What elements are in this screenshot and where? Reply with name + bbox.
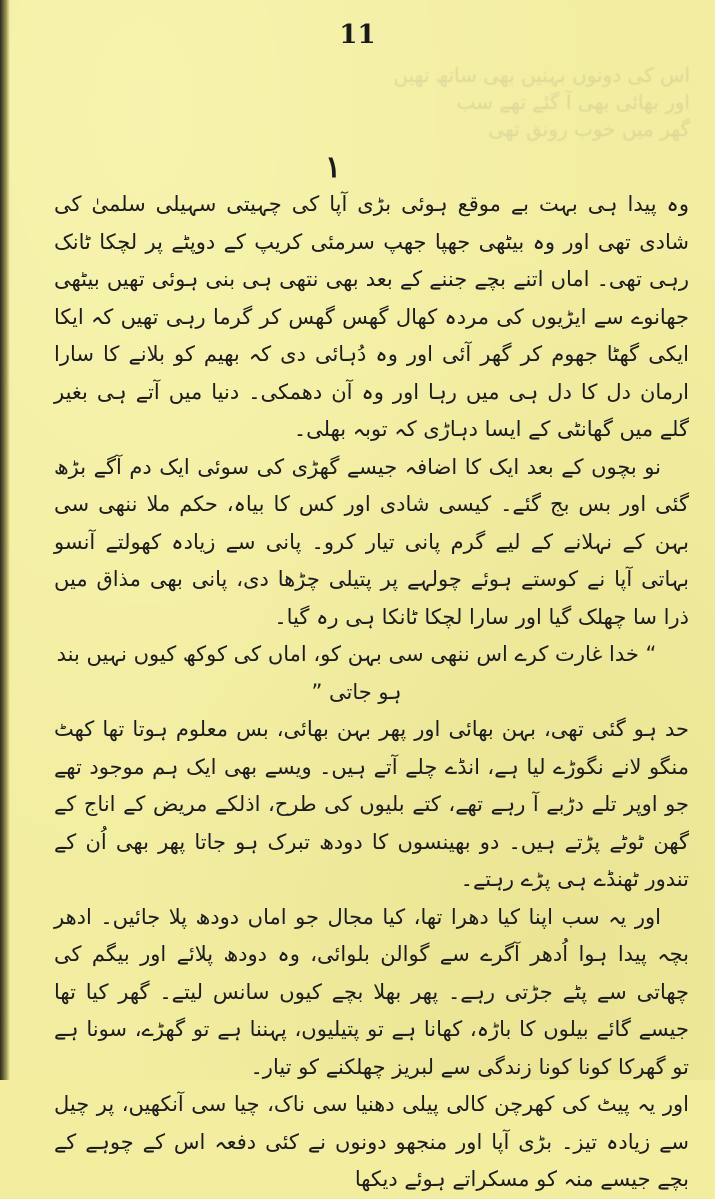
paragraph-5: اور یہ پیٹ کی کھرچن کالی پیلی دھنیا سی ناک، چیا سی آنکھیں، پر چیل سے زیادہ تیز۔ بڑی آپا اور منجھو دونوں نے کئی دفعہ اس کے چوہے کے بچے جیسے منہ کو مسکراتے ہوئے دیکھا xyxy=(54,1092,689,1191)
bleed-through-line: اس کی دونوں بہنیں بھی ساتھ تھیں xyxy=(393,63,690,87)
paragraph-3: حد ہو گئی تھی، بہن بھائی اور پھر بہن بھائی، بس معلوم ہوتا تھا کھٹ منگو لانے نگوڑے لیا ہے، انڈے چلے آتے ہیں۔ ویسے بھی ایک ہم موجود تھے جو اوپر تلے دڑبے آ رہے تھے، کتے بلیوں کی طرح، اذلکے مریض کے اناج کے گھن ٹوٹے پڑتے ہیں۔ دو بھینسوں کا دودھ تبرک ہو جاتا پھر بھی اُن کے تندور ٹھنڈے ہی پڑے رہتے۔ xyxy=(54,717,689,891)
page-binding-shadow xyxy=(0,0,10,1080)
bleed-through-text xyxy=(393,62,690,143)
body-text xyxy=(54,186,689,1199)
bleed-through-line: گھر میں خوب رونق تھی xyxy=(488,117,690,141)
paragraph-2: نو بچوں کے بعد ایک کا اضافہ جیسے گھڑی کی سوئی ایک دم آگے بڑھ گئی اور بس بج گئے۔ کیسی شادی اور کس کا بیاہ، حکم ملا ننھی سی بہن کے نہلانے کے لیے گرم پانی تیار کرو۔ پانی سے زیادہ کھولتے آنسو بہاتی آپا نے کوستے ہوئے چولہے پر پتیلی چڑھا دی، پانی بھی مذاق میں ذرا سا چھلک گیا اور سارا لچکا ٹانکا ہی رہ گیا۔ xyxy=(54,454,689,629)
page-number: 11 xyxy=(339,20,376,50)
quotation-line: “ خدا غارت کرے اس ننھی سی بہن کو، اماں کی کوکھ کیوں نہیں بند ہو جاتی ” xyxy=(56,642,657,704)
paragraph-1: وہ پیدا ہی بہت بے موقع ہوئی بڑی آپا کی چہیتی سہیلی سلمیٰ کی شادی تھی اور وہ بیٹھی جھپا جھپ سرمئی کریپ کے دوپٹے پر لچکا ٹانک رہی تھی۔ اماں اتنے بچے جننے کے بعد بھی نتھی ہی بنی ہوئی تھیں بیٹھی جھانوے سے ایڑیوں کی مردہ کھال گھس گھس کر گرما رہی تھیں کہ ایکا ایکی گھٹا جھوم کر گھر آئی اور وہ دُہائی دی کہ بھیم کو بلانے کا سارا ارمان دل کا دل ہی میں رہا اور وہ آن دھمکی۔ دنیا میں آتے ہی بغیر گلے میں گھانٹی کے ایسا دہاڑی کہ توبہ بھلی۔ xyxy=(54,192,689,441)
paragraph-4: اور یہ سب اپنا کیا دھرا تھا، کیا مجال جو اماں دودھ پلا جائیں۔ ادھر بچہ پیدا ہوا اُدھر آگرے سے گوالن بلوائی، وہ دودھ پلائے اور بیگم کی چھاتی سے پٹے جڑتی رہے۔ پھر بھلا بچے کیوں سانس لیتے۔ گھر کیا تھا جیسے گائے بیلوں کا باڑہ، کھانا ہے تو پتیلیوں، پہننا ہے تو گھڑے، سونا ہے تو گھرکا کونا کونا زندگی سے لبریز چھلکنے کو تیار۔ xyxy=(54,904,689,1079)
section-number: ۱ xyxy=(325,150,342,185)
bleed-through-line: اور بھائی بھی آ گئے تھے سب xyxy=(456,90,690,114)
